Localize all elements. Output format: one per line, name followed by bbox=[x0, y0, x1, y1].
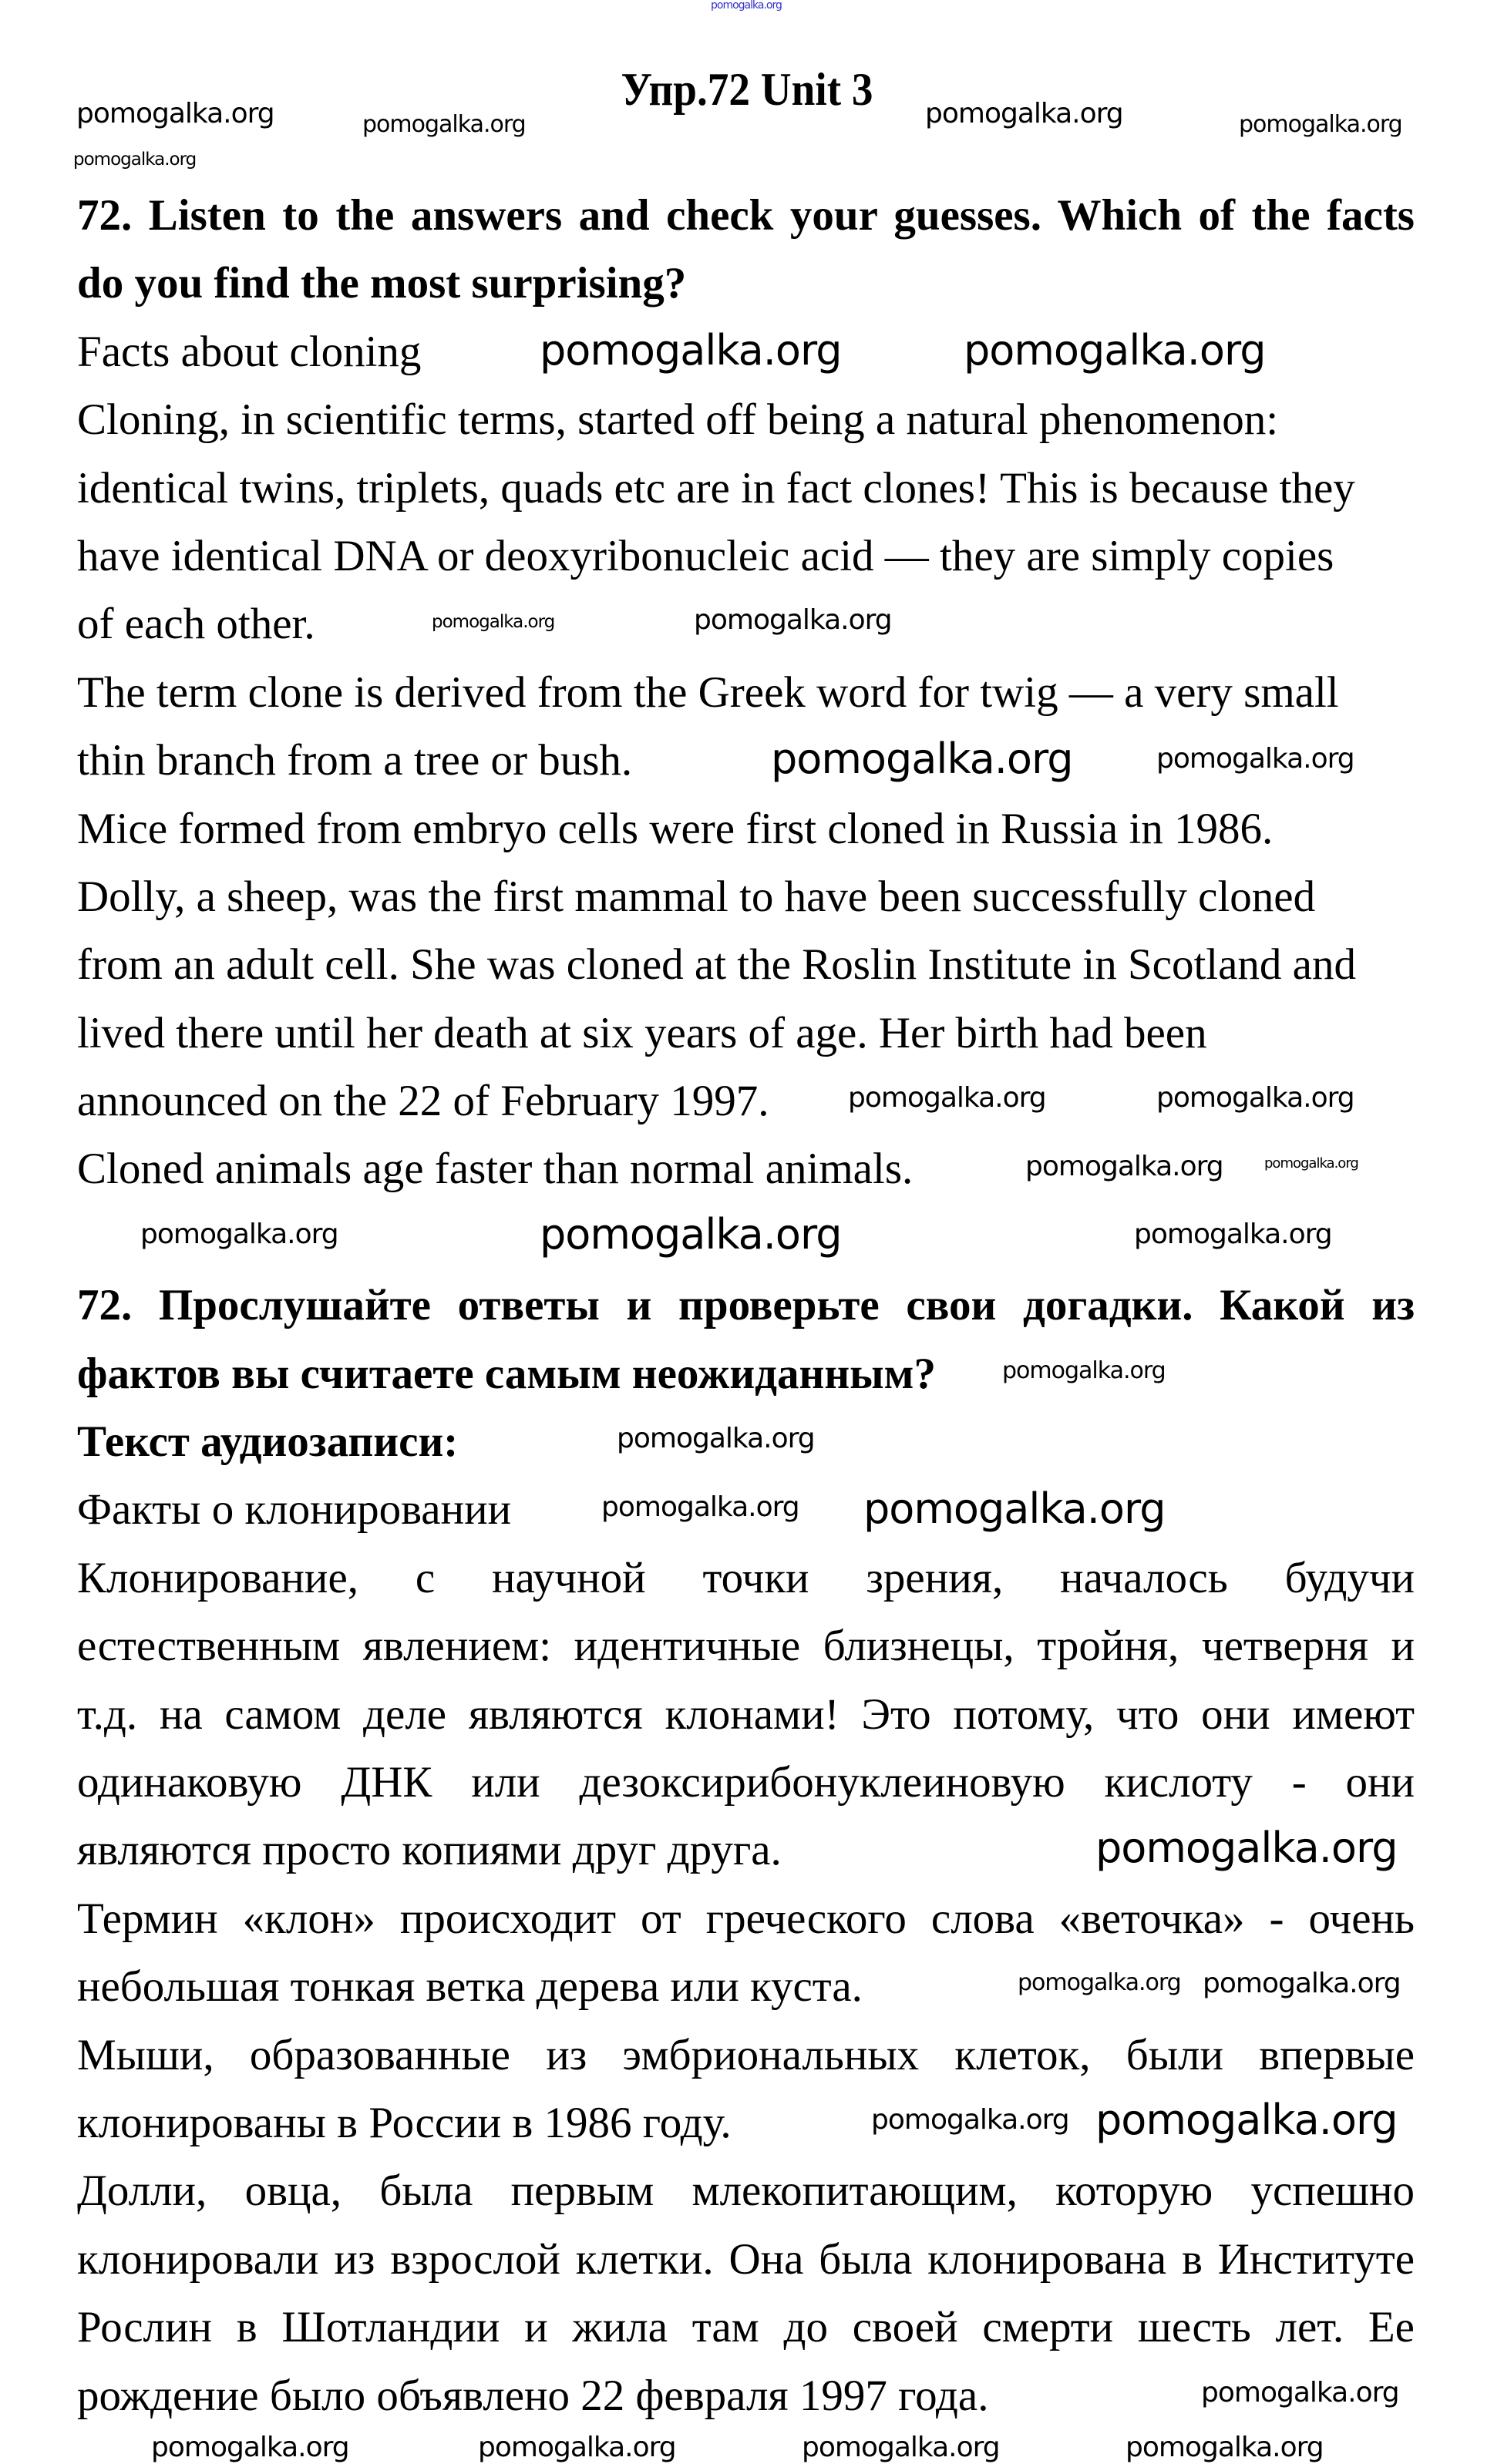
watermark: pomogalka.org bbox=[1134, 1219, 1332, 1250]
text-line: Клонирование, с научной точки зрения, началось будучи bbox=[77, 1553, 1415, 1602]
watermark: pomogalka.org bbox=[76, 98, 274, 129]
text-line: Рослин в Шотландии и жила там до своей смерти шесть лет. Ее bbox=[77, 2303, 1415, 2352]
text-line: Cloned animals age faster than normal animals. bbox=[77, 1145, 914, 1194]
text-line: identical twins, triplets, quads etc are in fact clones! This is because they bbox=[77, 463, 1355, 513]
page-title: Упр.72 Unit 3 bbox=[621, 64, 873, 115]
text-line: Dolly, a sheep, was the first mammal to have been successfully cloned bbox=[77, 872, 1316, 921]
watermark: pomogalka.org bbox=[151, 2432, 349, 2463]
russian-subtitle: Факты о клонировании bbox=[77, 1485, 512, 1535]
text-line: Термин «клон» происходит от греческого слова «веточка» - очень bbox=[77, 1894, 1415, 1943]
watermark: pomogalka.org bbox=[1025, 1151, 1223, 1182]
watermark: pomogalka.org bbox=[1095, 2096, 1398, 2144]
watermark: pomogalka.org bbox=[771, 734, 1073, 783]
watermark: pomogalka.org bbox=[1095, 1824, 1398, 1872]
watermark: pomogalka.org bbox=[925, 98, 1123, 129]
russian-heading: фактов вы считаете самым неожиданным? bbox=[77, 1349, 937, 1398]
watermark: pomogalka.org bbox=[362, 111, 526, 138]
text-line: естественным явлением: идентичные близнецы, тройня, четверня и bbox=[77, 1622, 1415, 1671]
watermark: pomogalka.org bbox=[1126, 2432, 1324, 2463]
watermark: pomogalka.org bbox=[694, 604, 892, 636]
watermark: pomogalka.org bbox=[863, 1484, 1166, 1533]
watermark: pomogalka.org bbox=[964, 326, 1266, 375]
text-line: рождение было объявлено 22 февраля 1997 года. bbox=[77, 2371, 989, 2420]
watermark: pomogalka.org bbox=[617, 1423, 815, 1454]
watermark: pomogalka.org bbox=[1156, 743, 1354, 775]
text-line: являются просто копиями друг друга. bbox=[77, 1826, 782, 1875]
watermark: pomogalka.org bbox=[1203, 1968, 1401, 1999]
text-line: The term clone is derived from the Greek word for twig — a very small bbox=[77, 667, 1339, 717]
text-line: Cloning, in scientific terms, started off being a natural phenomenon: bbox=[77, 395, 1279, 445]
text-line: небольшая тонкая ветка дерева или куста. bbox=[77, 1962, 863, 2012]
text-line: from an adult cell. She was cloned at the Roslin Institute in Scotland and bbox=[77, 940, 1356, 990]
english-subtitle: Facts about cloning bbox=[77, 327, 422, 376]
watermark: pomogalka.org bbox=[601, 1491, 799, 1523]
text-line: announced on the 22 of February 1997. bbox=[77, 1077, 769, 1126]
text-line: of each other. bbox=[77, 600, 315, 649]
watermark: pomogalka.org bbox=[1239, 111, 1402, 138]
watermark: pomogalka.org bbox=[540, 1210, 842, 1259]
text-line: т.д. на самом деле являются клонами! Это потому, что они имеют bbox=[77, 1689, 1415, 1739]
watermark: pomogalka.org bbox=[871, 2104, 1069, 2136]
watermark: pomogalka.org bbox=[140, 1219, 338, 1250]
watermark: pomogalka.org bbox=[711, 0, 782, 12]
text-line: thin branch from a tree or bush. bbox=[77, 736, 633, 785]
watermark: pomogalka.org bbox=[1264, 1155, 1358, 1171]
russian-subheading: Текст аудиозаписи: bbox=[77, 1417, 459, 1467]
watermark: pomogalka.org bbox=[73, 150, 197, 170]
watermark: pomogalka.org bbox=[540, 326, 842, 375]
document-body bbox=[77, 182, 1415, 2430]
watermark: pomogalka.org bbox=[478, 2432, 676, 2463]
watermark: pomogalka.org bbox=[848, 1082, 1046, 1114]
text-line: lived there until her death at six years of age. Her birth had been bbox=[77, 1008, 1207, 1057]
watermark: pomogalka.org bbox=[1156, 1082, 1354, 1114]
english-heading: do you find the most surprising? bbox=[77, 259, 687, 308]
text-line: have identical DNA or deoxyribonucleic acid — they are simply copies bbox=[77, 531, 1334, 580]
text-line: Мыши, образованные из эмбриональных клеток, были впервые bbox=[77, 2030, 1415, 2079]
watermark: pomogalka.org bbox=[1002, 1357, 1166, 1384]
russian-heading: 72. Прослушайте ответы и проверьте свои догадки. Какой из bbox=[77, 1281, 1415, 1330]
text-line: одинаковую ДНК или дезоксирибонуклеиновую кислоту - они bbox=[77, 1757, 1415, 1807]
watermark: pomogalka.org bbox=[1018, 1969, 1181, 1996]
text-line: Mice formed from embryo cells were first cloned in Russia in 1986. bbox=[77, 804, 1274, 853]
text-line: клонировали из взрослой клетки. Она была клонирована в Институте bbox=[77, 2234, 1415, 2284]
watermark: pomogalka.org bbox=[1201, 2377, 1399, 2409]
text-line: клонированы в России в 1986 году. bbox=[77, 2098, 732, 2147]
text-line: Долли, овца, была первым млекопитающим, которую успешно bbox=[77, 2167, 1415, 2216]
english-heading: 72. Listen to the answers and check your guesses. Which of the facts bbox=[77, 191, 1415, 240]
watermark: pomogalka.org bbox=[432, 612, 555, 632]
watermark: pomogalka.org bbox=[802, 2432, 1000, 2463]
